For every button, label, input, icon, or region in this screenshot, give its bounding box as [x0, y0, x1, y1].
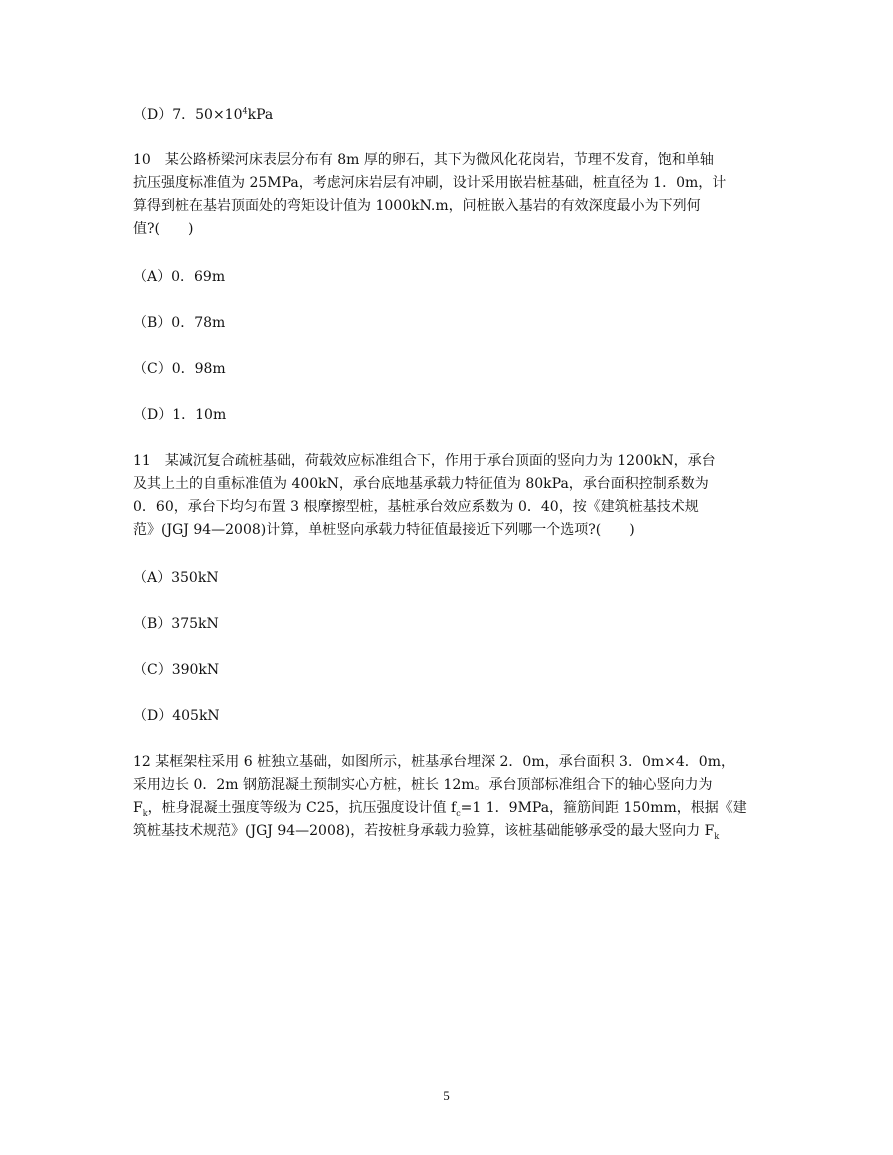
q11-option-c: （C）390kN	[133, 662, 220, 678]
q12-line-3-text-b: =1 1．9MPa，箍筋间距 150mm，根据《建	[460, 800, 747, 816]
prev-option-d-unit: kPa	[247, 107, 274, 123]
q10-line-1: 10 某公路桥梁河床表层分布有 8m 厚的卵石，其下为微风化花岗岩，节理不发育，饱和单轴	[133, 152, 714, 168]
q10-option-a: （A）0．69m	[133, 269, 226, 285]
prev-option-d	[133, 106, 273, 124]
strength-subscript: c	[456, 808, 461, 818]
q11-option-a: （A）350kN	[133, 570, 219, 586]
q12-line-4	[133, 822, 719, 840]
q12-line-1: 12 某框架柱采用 6 桩独立基础，如图所示，桩基承台埋深 2．0m，承台面积 3．0m×4．0m，	[133, 754, 735, 770]
prev-option-d-exponent: 4	[242, 106, 248, 116]
q10-option-d: （D）1．10m	[133, 407, 227, 423]
q12-line-4-text: 筑桩基技术规范》(JGJ 94—2008)，若按桩身承载力验算，该桩基础能够承受的最大竖向力 F	[133, 823, 715, 839]
q11-line-2: 及其上土的自重标准值为 400kN，承台底地基承载力特征值为 80kPa，承台面积控制系数为	[133, 476, 709, 492]
force-symbol: F	[133, 800, 143, 816]
q12-line-3	[133, 799, 747, 817]
q11-line-4: 范》(JGJ 94—2008)计算，单桩竖向承载力特征值最接近下列哪一个选项?( )	[133, 522, 635, 538]
q10-line-3: 算得到桩在基岩顶面处的弯矩设计值为 1000kN.m，问桩嵌入基岩的有效深度最小为下列何	[133, 198, 701, 214]
page-number: 5	[443, 1088, 450, 1103]
force-subscript: k	[142, 808, 148, 818]
q12-line-2: 采用边长 0．2m 钢筋混凝土预制实心方桩，桩长 12m。承台顶部标准组合下的轴心竖向力为	[133, 777, 713, 793]
q10-line-2: 抗压强度标准值为 25MPa，考虑河床岩层有冲刷，设计采用嵌岩桩基础，桩直径为 1．0m，计	[133, 175, 727, 191]
q11-line-3: 0．60，承台下均匀布置 3 根摩擦型桩，基桩承台效应系数为 0．40，按《建筑桩基技术规	[133, 499, 699, 515]
q11-line-1: 11 某减沉复合疏桩基础，荷载效应标准组合下，作用于承台顶面的竖向力为 1200kN，承台	[133, 453, 716, 469]
prev-option-d-text: （D）7．50×10	[133, 107, 243, 123]
q11-option-b: （B）375kN	[133, 616, 219, 632]
q10-line-4: 值?( )	[133, 221, 194, 237]
q10-option-b: （B）0．78m	[133, 315, 226, 331]
q11-option-d: （D）405kN	[133, 708, 220, 724]
q10-option-c: （C）0．98m	[133, 361, 226, 377]
q12-line-3-text-a: ，桩身混凝土强度等级为 C25，抗压强度设计值 f	[147, 800, 457, 816]
force-subscript: k	[714, 831, 720, 841]
